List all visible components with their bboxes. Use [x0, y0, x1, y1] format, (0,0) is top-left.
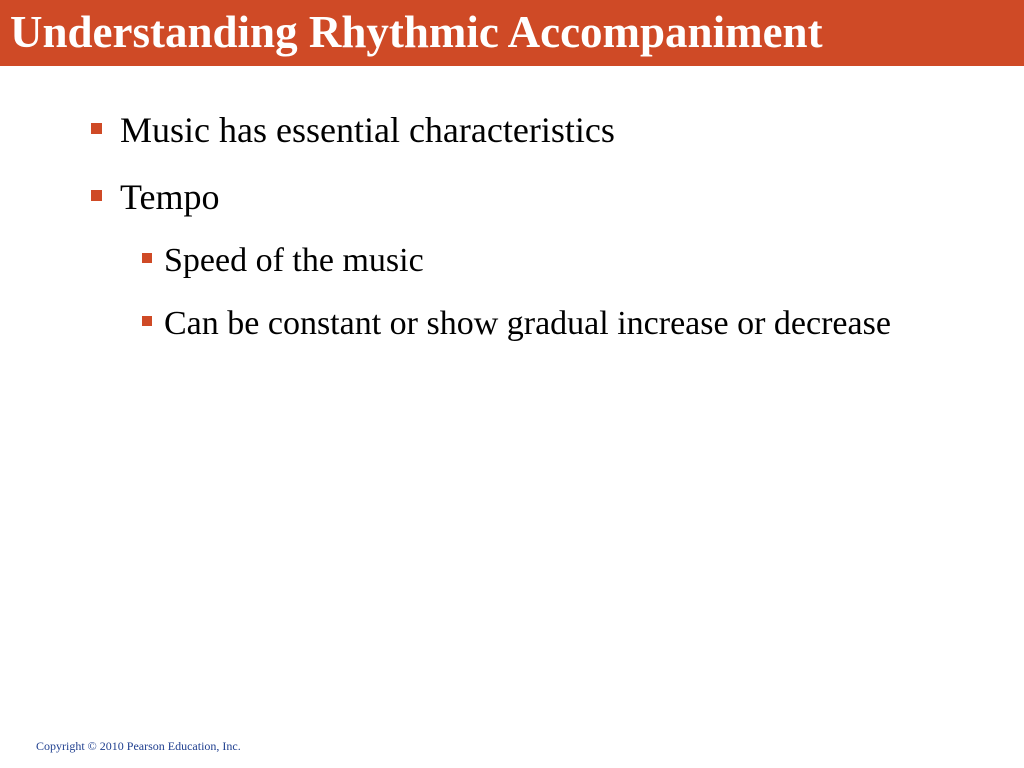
slide-title: Understanding Rhythmic Accompaniment	[10, 7, 823, 57]
bullet-text: Tempo	[120, 177, 220, 217]
square-bullet-icon	[142, 316, 152, 326]
sub-bullet-text: Speed of the music	[164, 242, 424, 279]
sub-bullet-text: Can be constant or show gradual increase or decrease	[164, 305, 891, 342]
bullet-item	[120, 109, 615, 151]
title-bar	[0, 0, 1024, 66]
bullet-item	[120, 176, 219, 218]
bullet-text: Music has essential characteristics	[120, 110, 615, 150]
sub-bullet-item	[164, 240, 904, 281]
sub-bullet-item	[164, 303, 904, 344]
square-bullet-icon	[91, 190, 102, 201]
square-bullet-icon	[142, 253, 152, 263]
copyright-footer: Copyright © 2010 Pearson Education, Inc.	[36, 739, 241, 753]
square-bullet-icon	[91, 123, 102, 134]
